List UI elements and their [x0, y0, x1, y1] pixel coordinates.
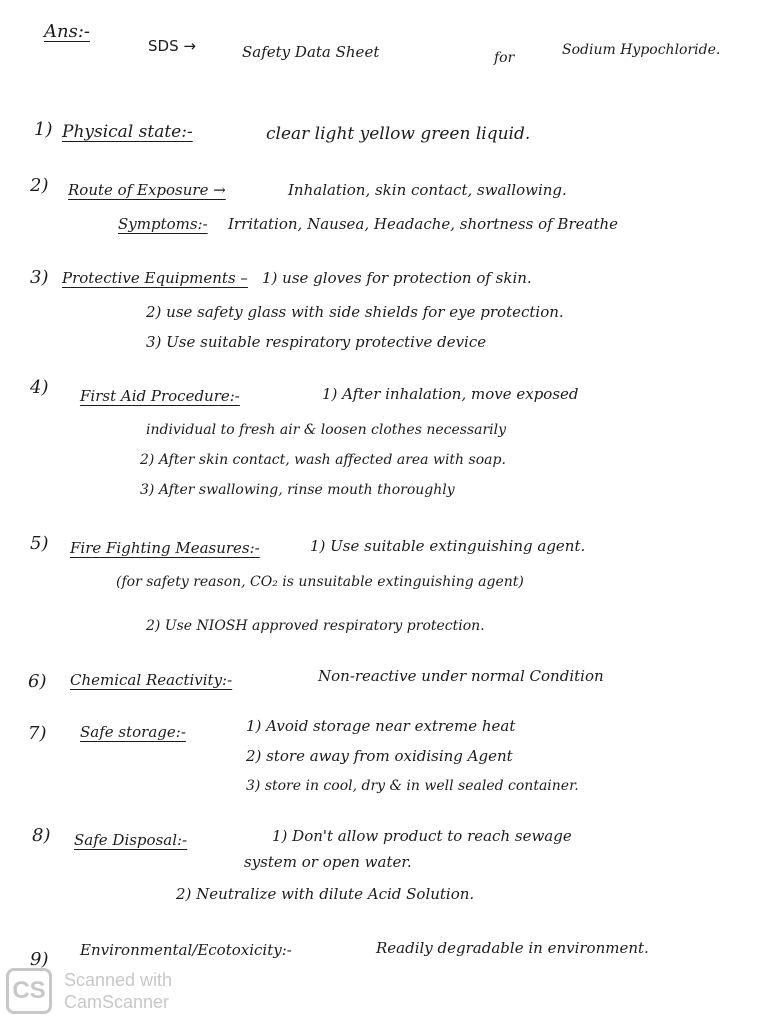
section-7-line-3: 3) store in cool, dry & in well sealed container. [246, 778, 579, 794]
section-5-number: 5) [30, 533, 49, 554]
section-5-line-2: (for safety reason, CO₂ is unsuitable extinguishing agent) [116, 574, 524, 590]
section-3-number: 3) [30, 267, 49, 288]
section-9-text: Readily degradable in environment. [376, 939, 649, 957]
section-4-line-2: individual to fresh air & loosen clothes necessarily [146, 422, 507, 438]
section-7-line-1: 1) Avoid storage near extreme heat [246, 717, 516, 735]
section-8-line-3: 2) Neutralize with dilute Acid Solution. [176, 885, 475, 903]
symptoms-text: Irritation, Nausea, Headache, shortness of Breathe [228, 215, 619, 233]
section-6-text: Non-reactive under normal Condition [318, 667, 604, 685]
section-1-number: 1) [34, 119, 53, 140]
watermark-line-2: CamScanner [64, 992, 170, 1012]
section-6-number: 6) [28, 671, 47, 692]
section-9-heading: Environmental/Ecotoxicity:- [80, 941, 292, 959]
section-5-line-3: 2) Use NIOSH approved respiratory protection. [146, 618, 485, 634]
for-label: for [494, 50, 515, 66]
section-5-heading: Fire Fighting Measures:- [70, 539, 260, 557]
section-2-text: Inhalation, skin contact, swallowing. [288, 181, 567, 199]
section-8-line-1: 1) Don't allow product to reach sewage [272, 827, 572, 845]
chemical-name: Sodium Hypochloride. [562, 42, 721, 58]
camscanner-watermark [6, 968, 172, 1014]
section-8-heading: Safe Disposal:- [74, 831, 188, 849]
section-8-line-2: system or open water. [244, 853, 412, 871]
section-4-line-1: 1) After inhalation, move exposed [322, 385, 579, 403]
section-2-number: 2) [30, 175, 49, 196]
answer-label: Ans:- [44, 21, 90, 42]
section-4-line-4: 3) After swallowing, rinse mouth thoroughly [140, 482, 455, 498]
section-5-line-1: 1) Use suitable extinguishing agent. [310, 537, 586, 555]
camscanner-logo-icon: CS [6, 968, 52, 1014]
sds-label: SDS → [148, 37, 196, 55]
section-2-heading: Route of Exposure → [68, 181, 226, 199]
section-4-heading: First Aid Procedure:- [80, 387, 240, 405]
section-4-number: 4) [30, 377, 49, 398]
watermark-line-1: Scanned with [64, 970, 173, 990]
section-6-heading: Chemical Reactivity:- [70, 671, 233, 689]
section-7-line-2: 2) store away from oxidising Agent [246, 747, 513, 765]
section-3-line-1: 1) use gloves for protection of skin. [262, 269, 532, 287]
section-7-number: 7) [28, 723, 47, 744]
section-1-text: clear light yellow green liquid. [266, 124, 531, 144]
section-3-heading: Protective Equipments – [62, 269, 248, 287]
symptoms-label: Symptoms:- [118, 215, 208, 233]
sheet-title: Safety Data Sheet [242, 43, 380, 61]
section-4-line-3: 2) After skin contact, wash affected area with soap. [140, 452, 506, 468]
section-8-number: 8) [32, 825, 51, 846]
section-9-number: 9) [30, 949, 49, 970]
section-3-line-2: 2) use safety glass with side shields for eye protection. [146, 303, 564, 321]
section-1-heading: Physical state:- [62, 122, 193, 142]
section-3-line-3: 3) Use suitable respiratory protective device [146, 333, 487, 351]
section-7-heading: Safe storage:- [80, 723, 186, 741]
